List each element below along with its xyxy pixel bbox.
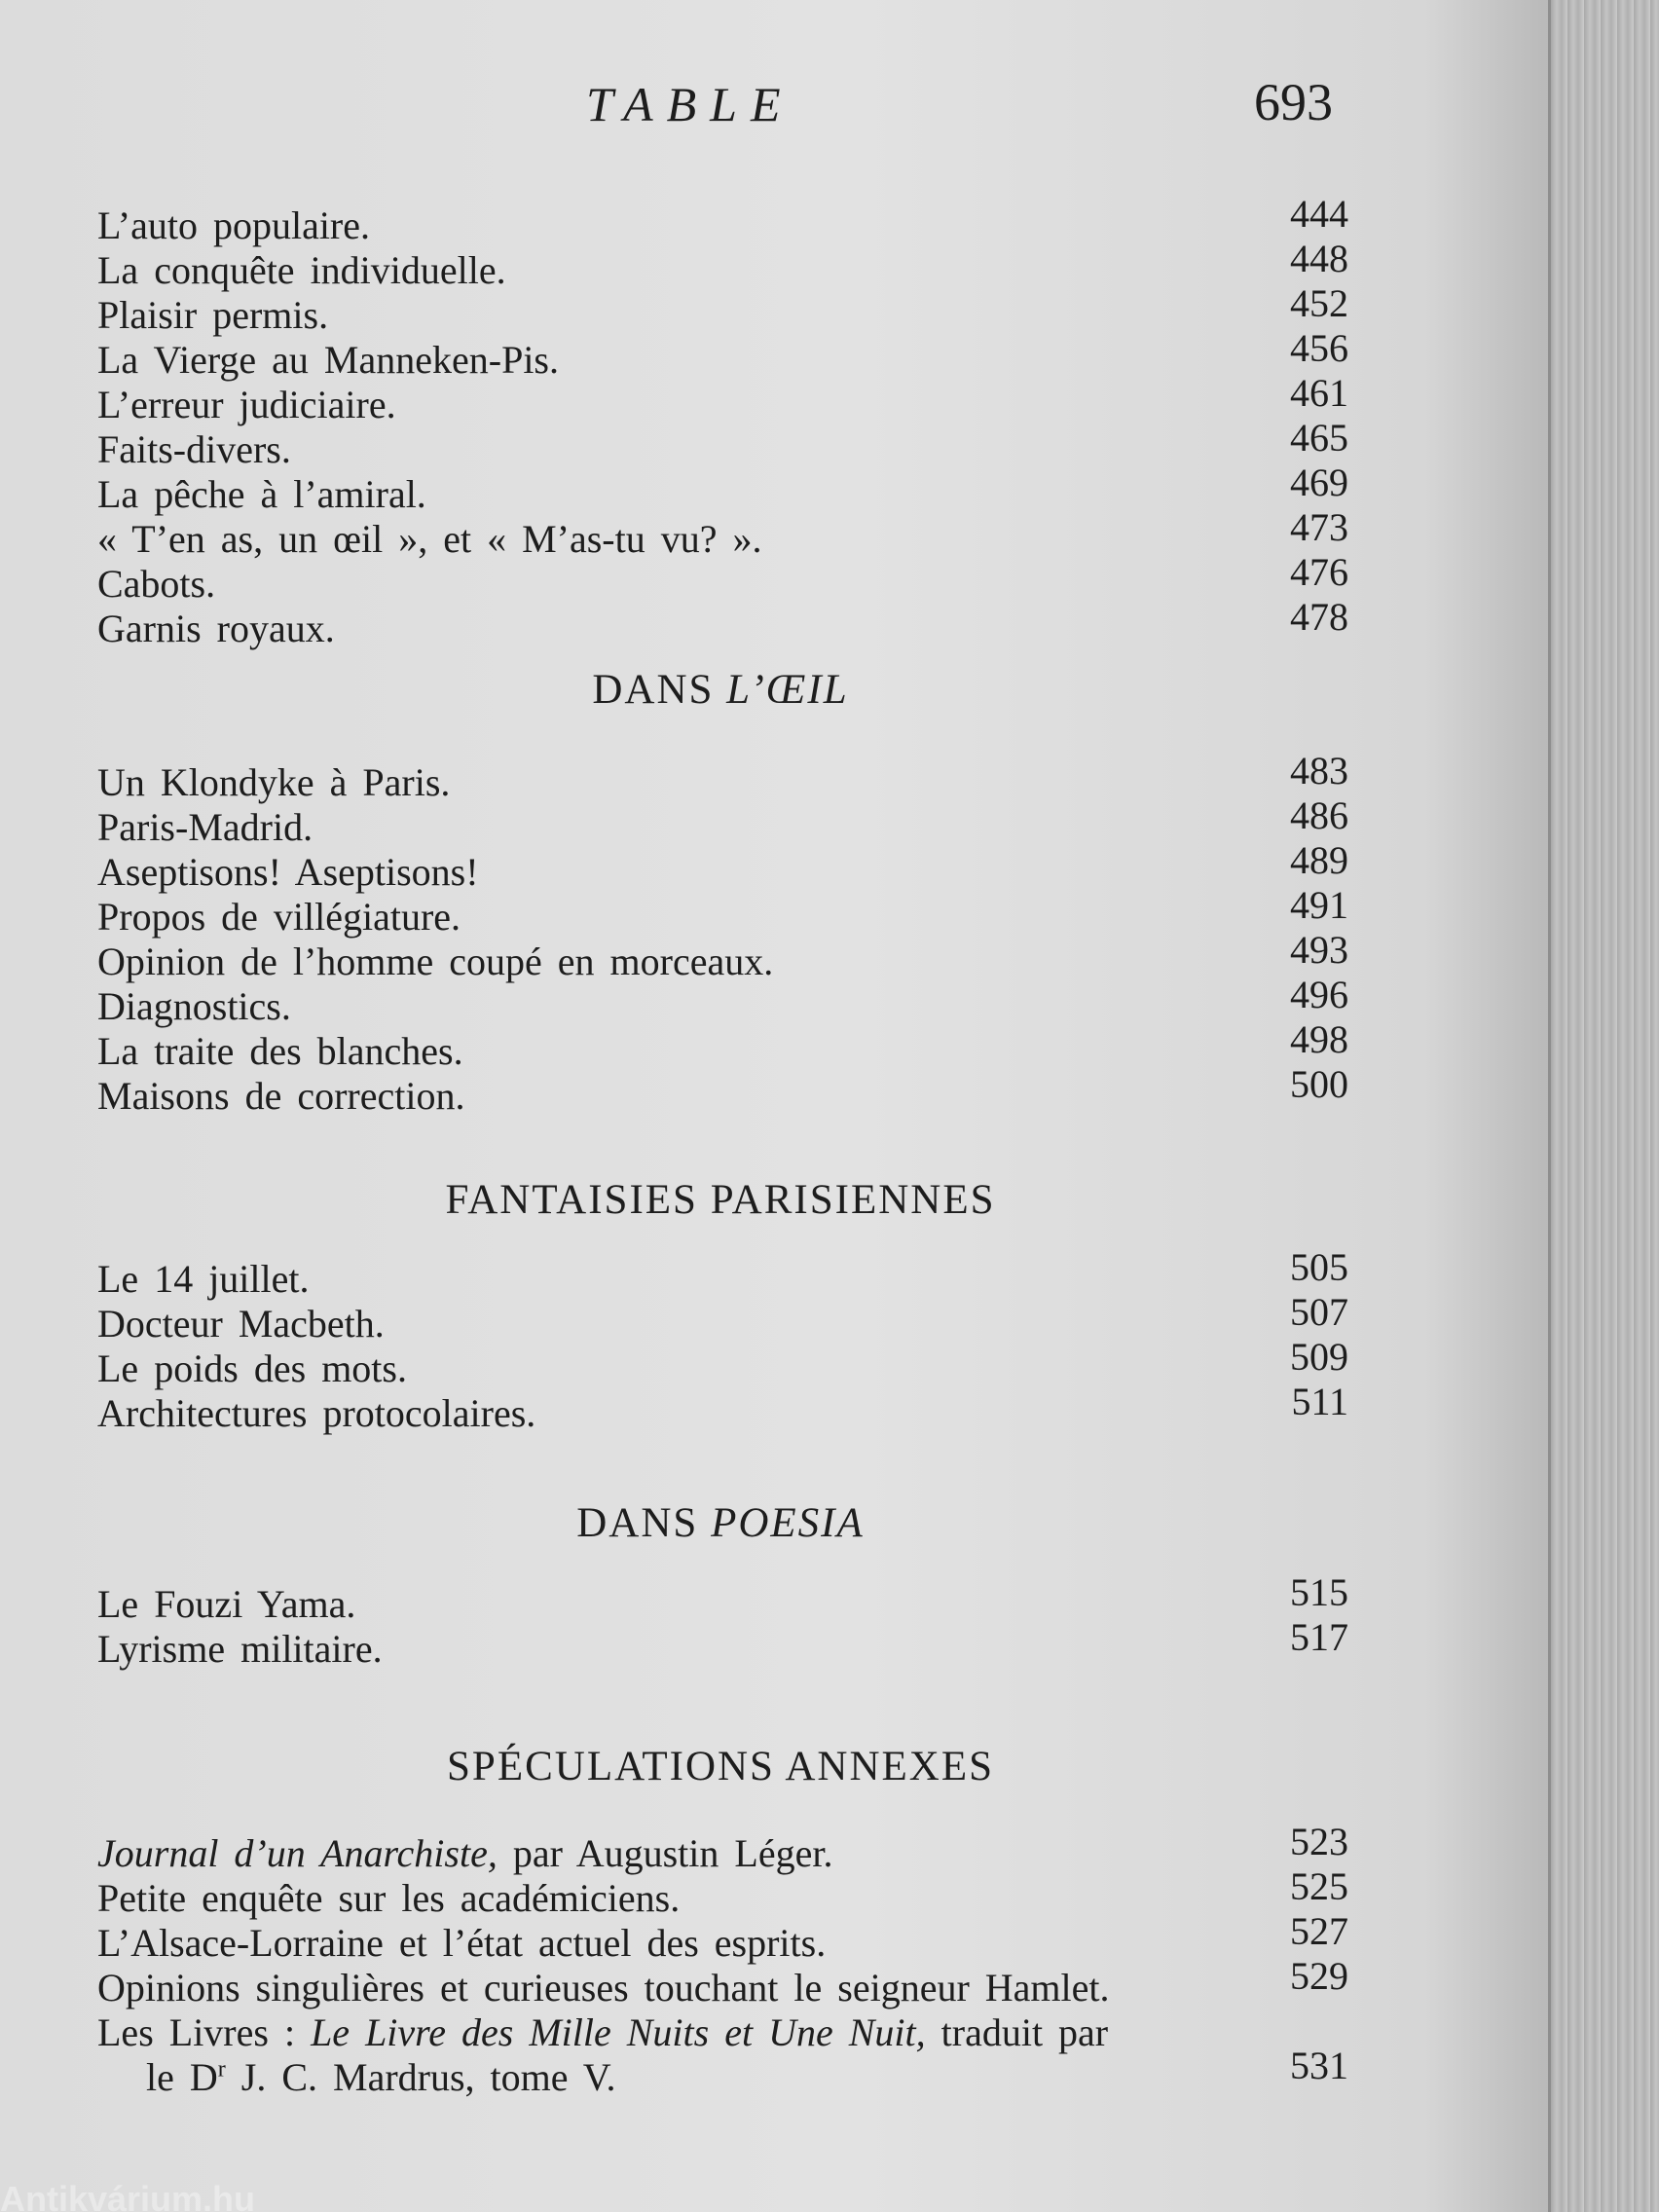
toc-entry [97,928,1348,983]
continuation-pre: le D [146,2055,218,2099]
entry-page: 448 [1290,237,1348,280]
toc-entry [97,1864,1348,1920]
section-heading-text: DANS [592,667,727,713]
entry-page: 515 [1290,1570,1348,1614]
entry-title: Un Klondyke à Paris. [97,760,451,804]
entry-page: 476 [1290,550,1348,594]
section-heading [0,1499,1441,1547]
toc-entry [97,595,1348,650]
entry-title: Plaisir permis. [97,293,329,337]
section-heading [0,1743,1441,1790]
entry-page: 452 [1290,281,1348,325]
entry-page: 505 [1290,1245,1348,1289]
entry-title: L’Alsace-Lorraine et l’état actuel des esprits. [97,1921,827,1965]
entry-title: Propos de villégiature. [97,895,461,939]
toc-entry [97,1909,1348,1965]
entry-title: Docteur Macbeth. [97,1302,385,1346]
toc-entry [97,883,1348,939]
entry-title: Faits-divers. [97,427,291,471]
entry-page: 469 [1290,461,1348,504]
toc-entry [97,505,1348,561]
toc-entry [97,1954,1348,2009]
toc-entry [97,1245,1348,1301]
page-number: 693 [1254,73,1333,131]
toc-entry [97,1570,1348,1626]
entry-page: 478 [1290,595,1348,639]
entry-title: Le poids des mots. [97,1346,407,1390]
entry-page: 491 [1290,883,1348,927]
entry-title: La pêche à l’amiral. [97,472,426,516]
running-head [0,68,1548,146]
continuation-post: J. C. Mardrus, tome V. [225,2055,616,2099]
toc-entry [97,1290,1348,1346]
entry-page: 529 [1290,1954,1348,1998]
toc-entry [97,1062,1348,1118]
entry-title: Petite enquête sur les académiciens. [97,1876,681,1920]
toc-entry [97,281,1348,337]
toc-entry [97,973,1348,1028]
toc-entry [97,2009,1348,2099]
entry-page: 483 [1290,749,1348,793]
entry-page: 517 [1290,1615,1348,1659]
entry-title: Lyrisme militaire. [97,1627,383,1671]
entry-title [97,1830,832,1876]
continuation-sup: r [217,2056,226,2083]
toc-entry [97,326,1348,382]
entry-page: 507 [1290,1290,1348,1334]
entry-title: La conquête individuelle. [97,248,506,292]
entry-title: Maisons de correction. [97,1074,465,1118]
entry-title: Cabots. [97,562,216,606]
toc-entry [97,416,1348,471]
toc-entry [97,1017,1348,1073]
watermark: Antikvárium.hu [0,2179,256,2212]
entry-title-text: par Augustin Léger. [497,1831,833,1875]
entry-title: Architectures protocolaires. [97,1391,536,1435]
toc-entry [97,793,1348,849]
entry-title: L’auto populaire. [97,203,371,247]
entry-page: 511 [1291,1380,1348,1423]
entry-title: Diagnostics. [97,984,291,1028]
toc-entry [97,237,1348,292]
entry-page: 473 [1290,505,1348,549]
entry-title [97,2009,1108,2055]
entry-title: Paris-Madrid. [97,805,313,849]
entry-title: « T’en as, un œil », et « M’as-tu vu? ». [97,517,762,561]
entry-page: 525 [1290,1864,1348,1908]
entry-title: Opinions singulières et curieuses touchant le seigneur Hamlet. [97,1966,1110,2009]
entry-title: Aseptisons! Aseptisons! [97,850,479,894]
section-heading-text: DANS [576,1500,712,1546]
entry-page: 498 [1290,1017,1348,1061]
entry-title: L’erreur judiciaire. [97,383,396,426]
entry-title-text: Les Livres : [97,2010,312,2054]
entry-page: 527 [1290,1909,1348,1953]
entry-page: 500 [1290,1062,1348,1106]
section-heading-text: FANTAISIES PARISIENNES [445,1177,996,1223]
running-title: TABLE [586,77,794,131]
section-heading [0,666,1441,714]
toc-entry [97,1380,1348,1435]
entry-title-continuation [146,2054,616,2100]
toc-entry [97,461,1348,516]
toc-entry [97,192,1348,247]
toc-entry [97,1335,1348,1390]
entry-title: La traite des blanches. [97,1029,463,1073]
entry-page: 489 [1290,838,1348,882]
toc-entry [97,371,1348,426]
entry-page: 509 [1290,1335,1348,1379]
entry-page: 523 [1290,1820,1348,1863]
section-heading-italic: POESIA [711,1500,865,1546]
entry-title: Opinion de l’homme coupé en morceaux. [97,940,774,983]
entry-title: Le Fouzi Yama. [97,1582,356,1626]
section-heading-italic: L’ŒIL [726,667,849,713]
section-heading [0,1176,1441,1224]
toc-entry [97,749,1348,804]
toc-entry [97,1615,1348,1671]
entry-page: 496 [1290,973,1348,1016]
toc-entry [97,550,1348,606]
toc-entry [97,838,1348,894]
entry-page: 465 [1290,416,1348,460]
entry-title: La Vierge au Manneken-Pis. [97,338,559,382]
entry-title-after: traduit par [925,2010,1109,2054]
entry-page: 461 [1290,371,1348,415]
entry-title: Le 14 juillet. [97,1257,310,1301]
entry-page: 486 [1290,793,1348,837]
entry-page: 493 [1290,928,1348,972]
book-binding-edge [1548,0,1659,2212]
toc-entry [97,1820,1348,1875]
entry-page: 456 [1290,326,1348,370]
entry-title: Garnis royaux. [97,607,335,650]
entry-page: 444 [1290,192,1348,236]
entry-title-italic: Journal d’un Anarchiste, [97,1831,498,1875]
entry-page: 531 [1290,2044,1348,2087]
entry-title-italic: Le Livre des Mille Nuits et Une Nuit, [311,2010,926,2054]
section-heading-text: SPÉCULATIONS ANNEXES [446,1744,995,1789]
